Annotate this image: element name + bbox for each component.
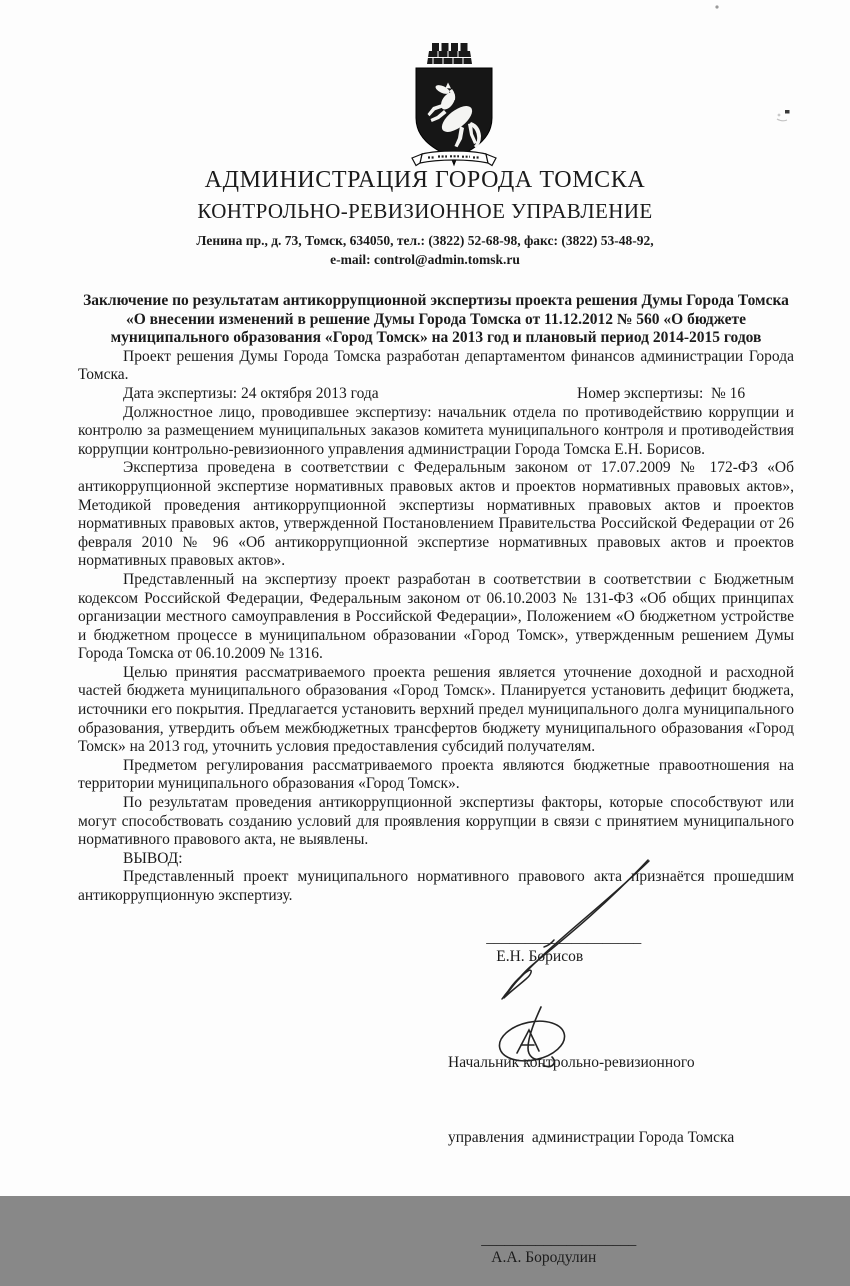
signature-line: ____________________ [486,929,642,947]
letterhead [0,167,850,268]
expertise-meta-row [78,385,794,404]
signatory-position-line1: Начальник контрольно-ревизионного [448,1053,695,1071]
signatory-position-block [448,1000,794,1200]
signatory-name-borodulin: А.А. Бородулин [491,1249,597,1267]
mural-crown-icon [427,43,472,64]
paragraph-intro: Проект решения Думы Города Томска разработан департаментом финансов администрации Города Томска. [78,347,794,384]
paragraph-findings: По результатам проведения антикоррупционной экспертизы факторы, которые способствуют или могут способствовать созданию условий для проявления коррупции в связи с принятием муниципального нормативного правового акта, не выявлены. [78,794,794,849]
paragraph-compliance: Представленный на экспертизу проект разработан в соответствии в соответствии с Бюджетным кодексом Российской Федерации, Федеральным законом от 06.10.2003 № 131-ФЗ «Об общих принципах организации местного самоуправления в Российской Федерации», Положением «О бюджетном устройстве и бюджетном процессе в муниципальном образовании «Город Томск», утвержденным решением Думы Города Томска от 06.10.2009 № 1316. [78,570,794,663]
paragraph-subject: Предметом регулирования рассматриваемого проекта являются бюджетные правоотношения на территории муниципального образования «Город Томск». [78,756,794,793]
paragraph-purpose: Целью принятия рассматриваемого проекта решения является уточнение доходной и расходной частей бюджета муниципального образования «Город Томск». Планируется установить дефицит бюджета, источники его покрытия. Предлагается установить верхний предел муниципального долга муниципального образования, утвердить объем межбюджетных трансфертов бюджету муниципального образования «Город Томск» на 2013 год, уточнить условия предоставления субсидий получателям. [78,663,794,756]
signature-row-borisov [463,911,794,985]
paragraph-legal-basis: Экспертиза проведена в соответствии с Федеральным законом от 17.07.2009 № 172-ФЗ «Об антикоррупционной экспертизе нормативных правовых актов и проектов нормативных правовых актов», Методикой проведения антикоррупционной экспертизы нормативных правовых актов и проектов нормативных правовых актов, утвержденной Постановлением Правительства Российской Федерации от 26 февраля 2010 № 96 «Об антикоррупционной экспертизе нормативных правовых актов и проектов нормативных правовых актов». [78,459,794,570]
signature-row-borodulin [458,1212,794,1286]
scan-artifact [715,5,789,120]
signature-line: ____________________ [481,1230,637,1248]
tomsk-coat-of-arms [407,38,501,166]
paragraph-official: Должностное лицо, проводившее экспертизу: начальник отдела по противодействию коррупции и контролю за размещением муниципальных заказов комитета муниципального контроля и противодействия коррупции контрольно-ревизионного управления администрации Города Томска Е.Н. Борисов. [78,403,794,458]
org-address-line: Ленина пр., д. 73, Томск, 634050, тел.: (3822) 52-68-98, факс: (3822) 53-48-92, [196,233,654,248]
document-title: Заключение по результатам антикоррупционной экспертизы проекта решения Думы Города Томска «О внесении изменений в решение Думы Города Томска от 11.12.2012 № 560 «О бюджете муниципального образования «Город Томск» на 2013 год и плановый период 2014-2015 годов [83,292,789,347]
expertise-number: Номер экспертизы: № 16 [577,384,746,402]
conclusion-heading: ВЫВОД: [123,849,183,867]
expertise-date: Дата экспертизы: 24 октября 2013 года [123,384,379,402]
paragraph-conclusion: Представленный проект муниципального нормативного правового акта признаётся прошедшим антикоррупционную экспертизу. [78,868,794,904]
signatory-position-line2: управления администрации Города Томска [448,1128,735,1146]
signatory-name-borisov: Е.Н. Борисов [496,947,584,965]
org-name-line1: АДМИНИСТРАЦИЯ ГОРОДА ТОМСКА [204,167,646,193]
org-name-line2: КОНТРОЛЬНО-РЕВИЗИОННОЕ УПРАВЛЕНИЕ [197,199,653,223]
document-body [78,292,794,1286]
coat-of-arms-graphic [407,38,501,166]
org-email-line: e-mail: control@admin.tomsk.ru [330,252,520,267]
